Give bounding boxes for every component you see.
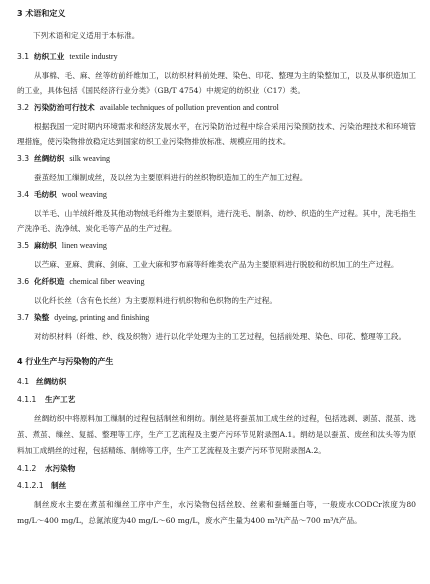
term-definition: 蚕茧经加工缫制成丝，及以丝为主要原料进行的丝织物织造加工的生产加工过程。 bbox=[34, 173, 308, 182]
term-number: 3.3 bbox=[17, 154, 30, 163]
term-number: 3.1 bbox=[17, 52, 30, 61]
term-heading bbox=[17, 51, 416, 62]
term-number: 3.7 bbox=[17, 313, 30, 322]
term-english-name: chemical fiber weaving bbox=[69, 277, 145, 286]
term-definition: 对纺织材料（纤维、纱、线及织物）进行以化学处理为主的工艺过程，包括前处理、染色、印花、整理等工段。 bbox=[34, 332, 407, 341]
term-heading bbox=[17, 240, 416, 251]
section-4-1-1-heading bbox=[17, 394, 416, 405]
section-title: 丝绸纺织 bbox=[36, 377, 67, 386]
term-number: 3.2 bbox=[17, 103, 30, 112]
term-english-name: available techniques of pollution prevention and control bbox=[99, 103, 279, 112]
section-title: 生产工艺 bbox=[45, 395, 76, 404]
term-chinese-name: 麻纺织 bbox=[34, 241, 57, 250]
term-chinese-name: 丝绸纺织 bbox=[34, 154, 65, 163]
section-4-1-2-1-text: 制丝废水主要在煮茧和缫丝工序中产生，水污染物包括丝胶、丝素和蚕蛹蛋白等，一般废水CODCr浓度为80 mg/L～400 mg/L，总氮浓度为40 mg/L～60 mg/L，废水产生量为400 m³/t产品～700 m³/t产品。 bbox=[17, 500, 416, 525]
section-4-1-heading bbox=[17, 376, 416, 387]
term-english-name: wool weaving bbox=[61, 190, 107, 199]
section-4-1-2-1-heading bbox=[17, 480, 416, 491]
term-definition: 以化纤长丝（含有色长丝）为主要原料进行机织物和色织物的生产过程。 bbox=[34, 296, 277, 305]
section-number: 4.1 bbox=[17, 377, 30, 386]
term-definition: 以羊毛、山羊绒纤维及其他动物绒毛纤维为主要原料，进行洗毛、制条、纺纱、织造的生产过程。其中，洗毛指生产洗净毛、洗净绒、炭化毛等产品的生产过程。 bbox=[17, 209, 416, 233]
term-chinese-name: 染整 bbox=[34, 313, 50, 322]
term-number: 3.6 bbox=[17, 277, 30, 286]
term-number: 3.5 bbox=[17, 241, 30, 250]
term-heading bbox=[17, 153, 416, 164]
section-4-1-2-heading bbox=[17, 463, 416, 474]
section-number: 4.1.2 bbox=[17, 464, 37, 473]
term-heading bbox=[17, 312, 416, 323]
section-3-intro: 下列术语和定义适用于本标准。 bbox=[33, 31, 140, 40]
term-english-name: silk weaving bbox=[69, 154, 111, 163]
term-english-name: linen weaving bbox=[61, 241, 107, 250]
terms-list bbox=[17, 51, 416, 344]
term-definition: 从事棉、毛、麻、丝等纺前纤维加工，以纺织材料前处理、染色、印花、整理为主的染整加工，以及从事织造加工的工业，具体包括《国民经济行业分类》（GB/T 4754）中规定的纺织业（C17）类。 bbox=[17, 71, 416, 95]
section-4-1-1-text: 丝绸纺织中将原料加工缫制的过程包括制丝和绢纺。制丝是将蚕茧加工成生丝的过程，包括选剥、剥茧、混茧、选茧、煮茧、缫丝、复摇、整理等工序，生产工艺流程及主要产污环节见附录图A.1。绢纺是以蚕茧、废丝和汰头等为原料加工成绢丝的过程，包括精练、制绵等工序，生产工艺流程及主要产污环节见附录图A.2。 bbox=[17, 414, 416, 455]
term-english-name: textile industry bbox=[69, 52, 118, 61]
term-chinese-name: 污染防治可行技术 bbox=[34, 103, 95, 112]
section-number: 4.1.1 bbox=[17, 395, 37, 404]
section-title: 水污染物 bbox=[45, 464, 76, 473]
term-definition: 以苎麻、亚麻、黄麻、剑麻、工业大麻和罗布麻等纤维类农产品为主要原料进行脱胶和纺织加工的生产过程。 bbox=[34, 260, 399, 269]
section-4-heading: 4 行业生产与污染物的产生 bbox=[17, 357, 114, 366]
term-definition: 根据我国一定时期内环境需求和经济发展水平，在污染防治过程中综合采用污染预防技术、污染治理技术和环境管理措施，使污染物排放稳定达到国家纺织工业污染物排放标准、规模应用的技术。 bbox=[17, 122, 416, 146]
term-english-name: dyeing, printing and finishing bbox=[54, 313, 150, 322]
term-number: 3.4 bbox=[17, 190, 30, 199]
term-chinese-name: 纺织工业 bbox=[34, 52, 65, 61]
term-heading bbox=[17, 276, 416, 287]
term-chinese-name: 化纤织造 bbox=[34, 277, 65, 286]
section-3-heading: 3 术语和定义 bbox=[17, 9, 66, 18]
term-heading bbox=[17, 189, 416, 200]
section-title: 制丝 bbox=[51, 481, 67, 490]
term-heading bbox=[17, 102, 416, 113]
section-number: 4.1.2.1 bbox=[17, 481, 44, 490]
term-chinese-name: 毛纺织 bbox=[34, 190, 57, 199]
